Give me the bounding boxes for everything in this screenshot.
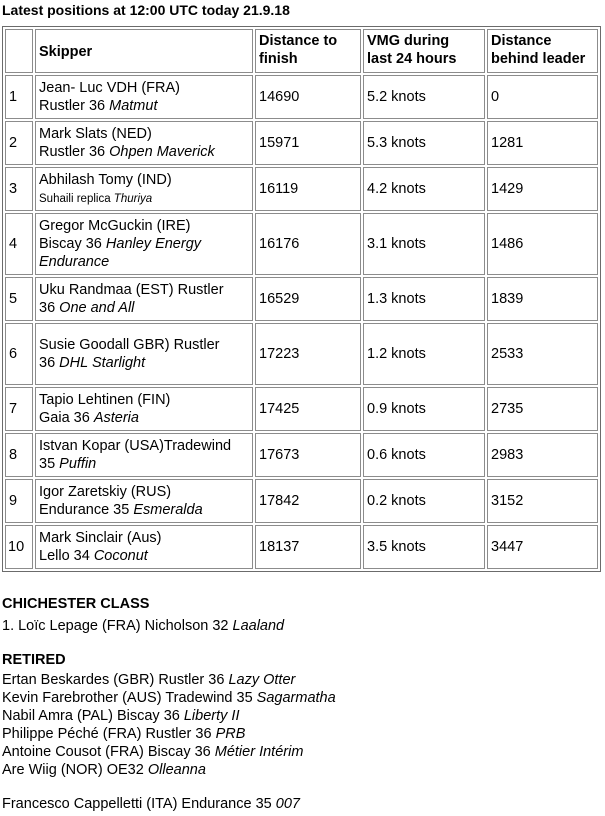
retired-entry-boat: Olleanna	[147, 762, 206, 778]
row-vmg: 0.2 knots	[363, 479, 485, 523]
retired-entry-boat: Sagarmatha	[256, 690, 336, 706]
row-skipper	[35, 121, 253, 165]
row-vmg: 5.2 knots	[363, 75, 485, 119]
header-behind	[487, 29, 598, 73]
retired-entry-text: Are Wiig (NOR) OE32	[2, 762, 148, 778]
boat-type: Biscay 36	[39, 236, 106, 252]
retired-entry	[2, 689, 336, 707]
row-position: 5	[5, 277, 33, 321]
retired-entry-boat: Métier Intérim	[214, 744, 304, 760]
skipper-name: Gregor McGuckin (IRE)	[39, 218, 191, 234]
row-vmg: 5.3 knots	[363, 121, 485, 165]
chichester-entry-boat: Laaland	[232, 618, 285, 634]
row-skipper	[35, 323, 253, 385]
retired-entry-boat: Lazy Otter	[228, 672, 296, 688]
row-behind: 3152	[487, 479, 598, 523]
skipper-name: Istvan Kopar (USA)Tradewind	[39, 438, 232, 454]
table-row	[5, 121, 598, 165]
boat-name: DHL Starlight	[59, 355, 146, 371]
row-behind: 2983	[487, 433, 598, 477]
boat-type: 36	[39, 300, 60, 316]
row-distance: 16119	[255, 167, 361, 211]
header-behind-line1: Distance	[491, 33, 552, 49]
boat-name: Ohpen Maverick	[109, 144, 215, 160]
row-position: 4	[5, 213, 33, 275]
boat-type: Endurance 35	[39, 502, 134, 518]
boat-type: Rustler 36	[39, 144, 110, 160]
skipper-name: Susie Goodall GBR) Rustler	[39, 337, 220, 353]
chichester-entry	[2, 617, 284, 635]
chichester-title: CHICHESTER CLASS	[2, 596, 150, 612]
row-behind: 1429	[487, 167, 598, 211]
boat-type: Lello 34	[39, 548, 94, 564]
retired-entry-text: Philippe Péché (FRA) Rustler 36	[2, 726, 216, 742]
table-row	[5, 433, 598, 477]
skipper-name: Mark Sinclair (Aus)	[39, 530, 162, 546]
row-position: 7	[5, 387, 33, 431]
page-heading: Latest positions at 12:00 UTC today 21.9.18	[2, 2, 290, 18]
standings-table	[2, 26, 601, 572]
boat-type: Suhaili replica	[39, 192, 114, 205]
skipper-name: Tapio Lehtinen (FIN)	[39, 392, 171, 408]
boat-name: Asteria	[93, 410, 139, 426]
table-row	[5, 75, 598, 119]
extra-entry	[2, 795, 300, 813]
row-skipper	[35, 277, 253, 321]
row-position: 6	[5, 323, 33, 385]
row-behind: 1281	[487, 121, 598, 165]
boat-name: Matmut	[109, 98, 158, 114]
retired-entry-text: Kevin Farebrother (AUS) Tradewind 35	[2, 690, 257, 706]
row-distance: 16176	[255, 213, 361, 275]
header-vmg-line2: last 24 hours	[367, 51, 457, 67]
row-vmg: 3.5 knots	[363, 525, 485, 569]
row-skipper	[35, 479, 253, 523]
row-behind: 2735	[487, 387, 598, 431]
row-distance: 15971	[255, 121, 361, 165]
table-row	[5, 167, 598, 211]
table-header-row	[5, 29, 598, 73]
row-distance: 18137	[255, 525, 361, 569]
boat-name: Thuriya	[113, 192, 153, 205]
row-position: 8	[5, 433, 33, 477]
header-distance	[255, 29, 361, 73]
row-vmg: 1.2 knots	[363, 323, 485, 385]
table-row	[5, 213, 598, 275]
row-position: 10	[5, 525, 33, 569]
extra-entry-boat: 007	[275, 796, 300, 812]
row-vmg: 3.1 knots	[363, 213, 485, 275]
row-vmg: 4.2 knots	[363, 167, 485, 211]
row-skipper	[35, 167, 253, 211]
row-behind: 1486	[487, 213, 598, 275]
header-distance-line2: finish	[259, 51, 298, 67]
retired-title: RETIRED	[2, 652, 66, 668]
skipper-name: Mark Slats (NED)	[39, 126, 152, 142]
row-skipper	[35, 75, 253, 119]
table-row	[5, 479, 598, 523]
row-position: 3	[5, 167, 33, 211]
retired-entry-text: Ertan Beskardes (GBR) Rustler 36	[2, 672, 229, 688]
row-distance: 17673	[255, 433, 361, 477]
row-position: 9	[5, 479, 33, 523]
retired-entry-boat: PRB	[215, 726, 246, 742]
extra-entry-text: Francesco Cappelletti (ITA) Endurance 35	[2, 796, 276, 812]
row-vmg: 0.6 knots	[363, 433, 485, 477]
row-skipper	[35, 525, 253, 569]
row-distance: 17223	[255, 323, 361, 385]
row-skipper	[35, 387, 253, 431]
header-vmg	[363, 29, 485, 73]
boat-name: One and All	[59, 300, 135, 316]
boat-type: 36	[39, 355, 60, 371]
row-behind: 0	[487, 75, 598, 119]
row-position: 1	[5, 75, 33, 119]
row-skipper	[35, 433, 253, 477]
row-distance: 17425	[255, 387, 361, 431]
row-behind: 3447	[487, 525, 598, 569]
retired-entry	[2, 707, 239, 725]
row-position: 2	[5, 121, 33, 165]
row-behind: 2533	[487, 323, 598, 385]
header-behind-line2: behind leader	[491, 51, 586, 67]
table-row	[5, 277, 598, 321]
header-pos	[5, 29, 33, 73]
chichester-entry-text: 1. Loïc Lepage (FRA) Nicholson 32	[2, 618, 233, 634]
row-distance: 17842	[255, 479, 361, 523]
skipper-name: Igor Zaretskiy (RUS)	[39, 484, 172, 500]
boat-name: Coconut	[93, 548, 148, 564]
boat-type: Rustler 36	[39, 98, 110, 114]
boat-name: Esmeralda	[133, 502, 203, 518]
boat-name: Puffin	[59, 456, 97, 472]
skipper-name: Jean- Luc VDH (FRA)	[39, 80, 181, 96]
skipper-name: Uku Randmaa (EST) Rustler	[39, 282, 224, 298]
table-row	[5, 323, 598, 385]
header-distance-line1: Distance to	[259, 33, 338, 49]
header-vmg-line1: VMG during	[367, 33, 450, 49]
row-distance: 16529	[255, 277, 361, 321]
retired-entry-text: Nabil Amra (PAL) Biscay 36	[2, 708, 184, 724]
retired-entry-boat: Liberty II	[183, 708, 240, 724]
skipper-name: Abhilash Tomy (IND)	[39, 171, 172, 188]
retired-entry	[2, 725, 245, 743]
boat-name: Hanley Energy Endurance	[39, 236, 202, 270]
row-vmg: 1.3 knots	[363, 277, 485, 321]
retired-entry	[2, 761, 206, 779]
table-row	[5, 387, 598, 431]
retired-entry-text: Antoine Cousot (FRA) Biscay 36	[2, 744, 215, 760]
row-vmg: 0.9 knots	[363, 387, 485, 431]
row-distance: 14690	[255, 75, 361, 119]
boat-type: Gaia 36	[39, 410, 94, 426]
retired-entry	[2, 671, 295, 689]
table-row	[5, 525, 598, 569]
row-skipper	[35, 213, 253, 275]
retired-entry	[2, 743, 303, 761]
boat-type: 35	[39, 456, 60, 472]
header-skipper: Skipper	[35, 29, 253, 73]
row-behind: 1839	[487, 277, 598, 321]
